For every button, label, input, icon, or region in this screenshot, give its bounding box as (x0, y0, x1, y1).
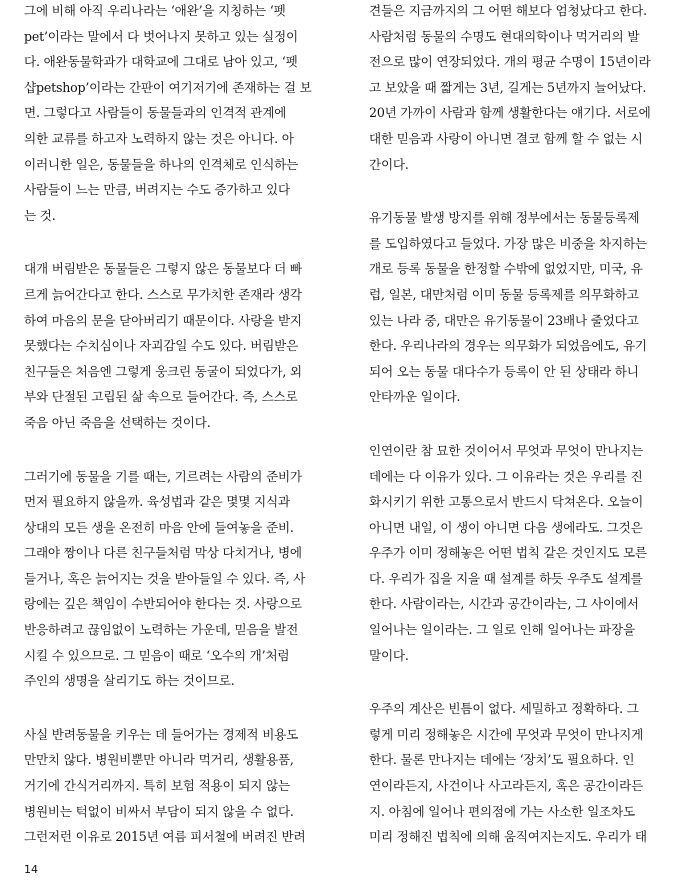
text-line: 다. 우리가 집을 지을 때 설계를 하듯 우주도 설계를 (369, 570, 643, 586)
text-line: 거기에 간식거리까지. 특히 보험 적용이 되지 않는 (24, 778, 290, 794)
text-line: 우주가 이미 정해놓은 어떤 법칙 같은 것인지도 모른 (369, 545, 647, 561)
text-line: 그래야 짱이나 다른 친구들처럼 막상 다치거나, 병에 (24, 545, 302, 561)
text-line: 하여 마음의 문을 닫아버리기 때문이다. 사랑을 받지 (24, 312, 302, 328)
text-line: 죽음 아닌 죽음을 선택하는 것이다. (24, 414, 211, 430)
text-line: 시킬 수 있으므로. 그 믿음이 때로 ‘오수의 개’처럼 (24, 647, 290, 663)
text-line: 미리 정해진 법칙에 의해 움직여지는지도. 우리가 태 (369, 829, 647, 845)
text-line: 부와 단절된 고립된 삶 속으로 들어간다. 즉, 스스로 (24, 389, 298, 405)
text-line: 지. 아침에 일어나 편의점에 가는 사소한 일조차도 (369, 803, 635, 819)
text-line: 못했다는 수치심이나 자괴감일 수도 있다. 버림받은 (24, 338, 299, 354)
text-line: 대한 믿음과 사랑이 아니면 결코 함께 할 수 없는 시 (369, 130, 643, 146)
text-line: 전으로 많이 연장되었다. 개의 평균 수명이 15년이라 (369, 54, 651, 70)
text-line: 는 것. (24, 207, 56, 223)
text-line: 병원비는 턱없이 비싸서 부담이 되지 않을 수 없다. (24, 803, 294, 819)
text-line: 사람처럼 동물의 수명도 현대의학이나 먹거리의 발 (369, 28, 640, 44)
text-line: 르게 늙어간다고 한다. 스스로 무가치한 존재라 생각 (24, 286, 302, 302)
text-line: 다. 애완동물학과가 대학교에 그대로 남아 있고, ‘펫 (24, 54, 298, 70)
text-line: 데에는 다 이유가 있다. 그 이유라는 것은 우리를 진 (369, 468, 643, 484)
text-line: 인연이란 참 묘한 것이어서 무엇과 무엇이 만나지는 (369, 442, 644, 458)
text-line: 일어나는 일이라는. 그 일로 인해 일어나는 파장을 (369, 622, 635, 638)
paragraph (369, 696, 669, 850)
text-line: 그에 비해 아직 우리나라는 ‘애완’을 지칭하는 ‘펫 (24, 3, 286, 18)
text-line: 한다. 사람이라는, 시간과 공간이라는, 그 사이에서 (369, 596, 639, 612)
text-line: 화시키기 위한 고통으로서 반드시 닥쳐온다. 오늘이 (369, 494, 644, 510)
paragraph (369, 438, 669, 668)
paragraph (24, 722, 324, 850)
text-line: 우주의 계산은 빈틈이 없다. 세밀하고 정확하다. 그 (369, 701, 639, 717)
text-line: 면. 그렇다고 사람들이 동물들과의 인격적 관계에 (24, 105, 287, 121)
page-number: 14 (24, 863, 38, 876)
text-line: 안타까운 일이다. (369, 389, 461, 405)
text-line: pet’이라는 말에서 다 벗어나지 못하고 있는 실정이 (24, 28, 298, 44)
text-line: 만만치 않다. 병원비뿐만 아니라 먹거리, 생활용품, (24, 752, 294, 768)
text-line: 연이라든지, 사건이나 사고라든지, 혹은 공간이라든 (369, 778, 644, 794)
right-column (369, 0, 669, 878)
text-line: 상대의 모든 생을 온전히 마음 안에 들여놓을 준비. (24, 519, 294, 535)
text-line: 반응하려고 끊임없이 노력하는 가운데, 믿음을 발전 (24, 622, 299, 638)
text-line: 렇게 미리 정해놓은 시간에 무엇과 무엇이 만나지게 (369, 726, 644, 742)
text-line: 한다. 우리나라의 경우는 의무화가 되었음에도, 유기 (369, 338, 647, 354)
text-line: 간이다. (369, 156, 409, 172)
text-line: 20년 가까이 사람과 함께 생활한다는 얘기다. 서로에 (369, 105, 651, 121)
text-line: 견들은 지금까지의 그 어떤 해보다 엄청났다고 한다. (369, 3, 647, 18)
text-line: 랑에는 깊은 책임이 수반되어야 한다는 것. 사랑으로 (24, 596, 302, 612)
text-line: 한다. 물론 만나지는 데에는 ‘장치’도 필요하다. 인 (369, 752, 635, 768)
text-line: 럽, 일본, 대만처럼 이미 동물 등록제를 의무화하고 (369, 286, 639, 302)
text-line: 아니면 내일, 이 생이 아니면 다음 생에라도. 그것은 (369, 519, 643, 535)
text-line: 친구들은 처음엔 그렇게 웅크린 동굴이 되었다가, 외 (24, 363, 302, 379)
text-line: 그런저런 이유로 2015년 여름 피서철에 버려진 반려 (24, 829, 306, 845)
paragraph (24, 464, 324, 694)
text-line: 개로 등록 동물을 한정할 수밖에 없었지만, 미국, 유 (369, 261, 643, 277)
text-line: 주인의 생명을 살리기도 하는 것이므로. (24, 673, 235, 689)
text-line: 대개 버림받은 동물들은 그렇지 않은 동물보다 더 빠 (24, 261, 302, 277)
text-line: 들거나, 혹은 늙어지는 것을 받아들일 수 있다. 즉, 사 (24, 570, 306, 586)
text-line: 사람들이 느는 만큼, 버려지는 수도 증가하고 있다 (24, 182, 290, 198)
text-line: 사실 반려동물을 키우는 데 들어가는 경제적 비용도 (24, 726, 299, 742)
text-line: 유기동물 발생 방지를 위해 정부에서는 동물등록제 (369, 210, 640, 226)
paragraph (24, 0, 324, 228)
text-line: 샵petshop’이라는 간판이 여기저기에 존재하는 걸 보 (24, 79, 312, 95)
text-line: 고 보았을 때 짧게는 3년, 길게는 5년까지 늘어났다. (369, 79, 647, 95)
text-line: 그러기에 동물을 기를 때는, 기르려는 사람의 준비가 (24, 468, 302, 484)
text-line: 되어 오는 동물 대다수가 등록이 안 된 상태라 하니 (369, 363, 639, 379)
text-line: 의한 교류를 하고자 노력하지 않는 것은 아니다. 아 (24, 130, 294, 146)
paragraph (24, 256, 324, 435)
text-line: 말이다. (369, 647, 409, 663)
text-line: 있는 나라 중, 대만은 유기동물이 23배나 줄었다고 (369, 312, 639, 328)
text-line: 를 도입하였다고 들었다. 가장 많은 비중을 차지하는 (369, 235, 647, 251)
paragraph (369, 0, 669, 177)
text-line: 이러니한 일은, 동물들을 하나의 인격체로 인식하는 (24, 156, 299, 172)
left-column (24, 0, 324, 878)
text-line: 먼저 필요하지 않을까. 육성법과 같은 몇몇 지식과 (24, 494, 290, 510)
paragraph (369, 205, 669, 410)
